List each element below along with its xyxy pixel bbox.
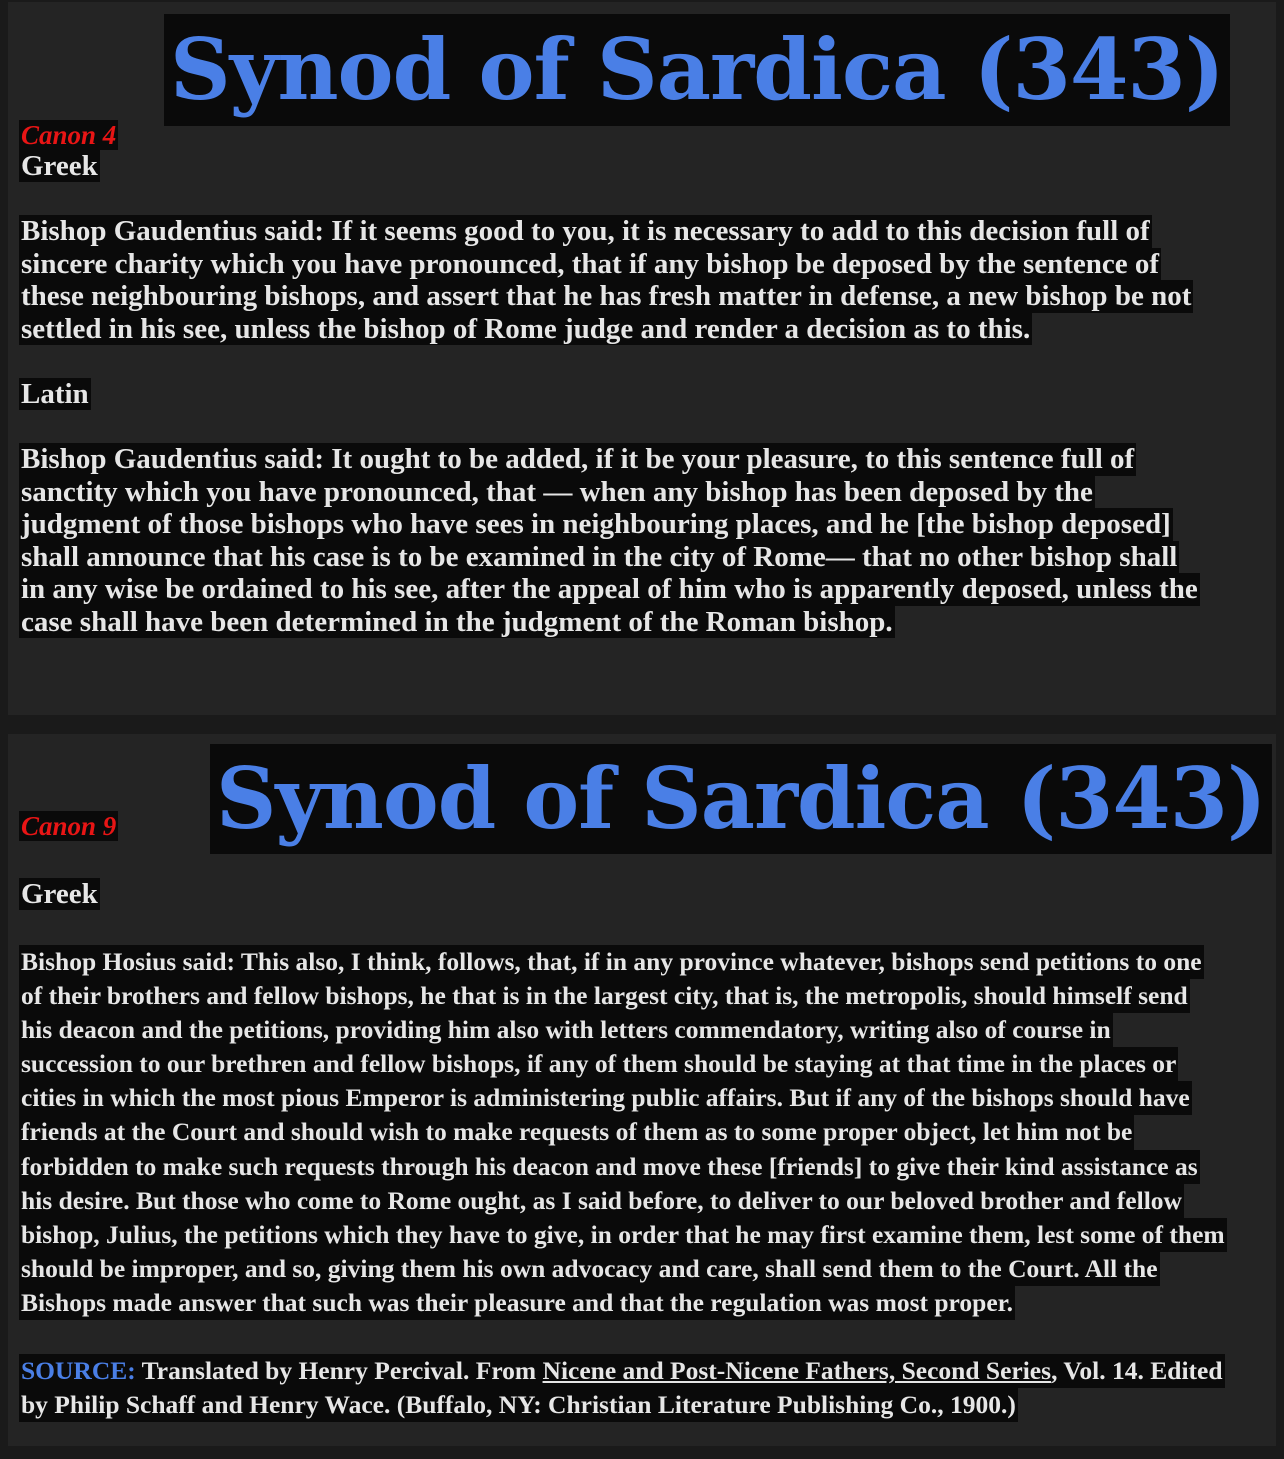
text-line: case shall have been determined in the judgment of the Roman bishop.: [21, 605, 893, 638]
canon-9-panel: [8, 734, 1276, 1446]
text-line: succession to our brethren and fellow bishops, if any of them should be staying at that time in the places or: [19, 1047, 1178, 1081]
page-title: Synod of Sardica (343): [164, 14, 1230, 126]
greek-text: [19, 215, 1193, 345]
greek-text: [19, 945, 1227, 1320]
source-label: SOURCE:: [21, 1356, 136, 1385]
canon-heading: Canon 9: [21, 811, 117, 841]
text-line: his desire. But those who come to Rome ought, as I said before, to deliver to our beloved brother and fellow: [19, 1184, 1184, 1218]
text-line: sincere charity which you have pronounced, that if any bishop be deposed by the sentence of: [21, 247, 1160, 280]
text-line: these neighbouring bishops, and assert that he has fresh matter in defense, a new bishop be not: [21, 280, 1192, 312]
text-line: in any wise be ordained to his see, after the appeal of him who is apparently deposed, unless the: [21, 573, 1198, 605]
page-title: Synod of Sardica (343): [210, 744, 1272, 854]
source-text: Translated by Henry Percival. From: [135, 1356, 543, 1385]
text-line: of their brothers and fellow bishops, he that is in the largest city, that is, the metropolis, should himself send: [19, 979, 1190, 1013]
text-line: sanctity which you have pronounced, that — when any bishop has been deposed by the: [21, 475, 1093, 508]
text-line: Bishop Hosius said: This also, I think, follows, that, if in any province whatever, bishops send petitions to one: [19, 945, 1204, 979]
text-line: shall announce that his case is to be examined in the city of Rome— that no other bishop shall: [21, 540, 1178, 573]
text-line: bishop, Julius, the petitions which they have to give, in order that he may first examine them, lest some of them: [19, 1218, 1227, 1252]
greek-label: Greek: [21, 878, 98, 910]
text-line: judgment of those bishops who have sees in neighbouring places, and he [the bishop deposed]: [21, 508, 1171, 540]
text-line: friends at the Court and should wish to make requests of them as to some proper object, let him not be: [19, 1115, 1134, 1149]
text-line: his deacon and the petitions, providing him also with letters commendatory, writing also of course in: [19, 1013, 1113, 1047]
text-line: should be improper, and so, giving them his own advocacy and care, shall send them to the Court. All the: [19, 1252, 1160, 1286]
latin-label: Latin: [21, 378, 89, 410]
text-line: cities in which the most pious Emperor is administering public affairs. But if any of the bishops should have: [19, 1081, 1192, 1115]
text-line: Bishop Gaudentius said: It ought to be added, if it be your pleasure, to this sentence full of: [21, 443, 1135, 475]
source-citation: [19, 1354, 1225, 1422]
latin-text: [19, 443, 1200, 638]
canon-4-panel: [8, 2, 1276, 715]
book-title-link[interactable]: Nicene and Post-Nicene Fathers, Second Series: [542, 1356, 1052, 1385]
source-line: by Philip Schaff and Henry Wace. (Buffalo, NY: Christian Literature Publishing Co., 1900.): [19, 1388, 1018, 1422]
text-line: settled in his see, unless the bishop of Rome judge and render a decision as to this.: [21, 312, 1031, 345]
text-line: Bishop Gaudentius said: If it seems good to you, it is necessary to add to this decision full of: [21, 215, 1150, 247]
greek-label: Greek: [21, 150, 98, 182]
canon-heading: Canon 4: [21, 120, 117, 150]
source-text: , Vol. 14. Edited: [1051, 1356, 1223, 1385]
text-line: forbidden to make such requests through his deacon and move these [friends] to give their kind assistance as: [19, 1150, 1200, 1184]
text-line: Bishops made answer that such was their pleasure and that the regulation was most proper.: [19, 1286, 1015, 1320]
source-line: [19, 1354, 1225, 1388]
